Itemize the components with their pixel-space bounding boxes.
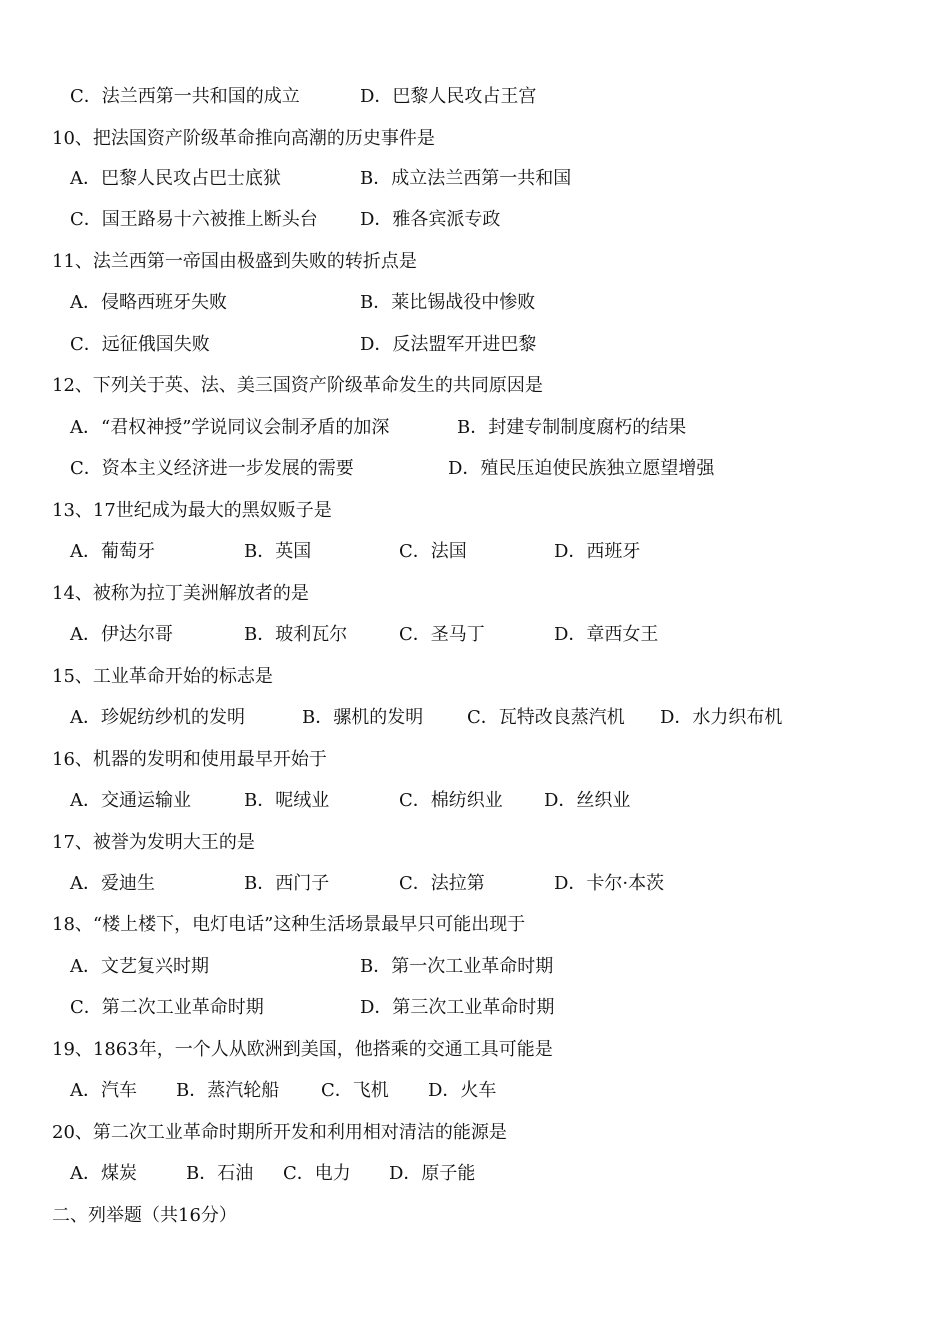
answer-option: B．第一次工业革命时期 xyxy=(360,956,554,977)
question-stem: 19、1863年，一个人从欧洲到美国，他搭乘的交通工具可能是 xyxy=(52,1039,553,1060)
question-stem: 16、机器的发明和使用最早开始于 xyxy=(52,749,327,770)
answer-option: B．蒸汽轮船 xyxy=(176,1080,280,1101)
answer-option: A．巴黎人民攻占巴士底狱 xyxy=(70,168,281,189)
option-row xyxy=(0,289,950,317)
question-stem: 14、被称为拉丁美洲解放者的是 xyxy=(52,583,309,604)
question-stem: 20、第二次工业革命时期所开发和利用相对清洁的能源是 xyxy=(52,1122,507,1143)
answer-option: A．煤炭 xyxy=(70,1163,137,1184)
answer-option: A．汽车 xyxy=(70,1080,137,1101)
answer-option: A．伊达尔哥 xyxy=(70,624,173,645)
question-stem: 15、工业革命开始的标志是 xyxy=(52,666,273,687)
answer-option: B．莱比锡战役中惨败 xyxy=(360,292,536,313)
answer-option: D．殖民压迫使民族独立愿望增强 xyxy=(448,458,715,479)
answer-option: D．火车 xyxy=(428,1080,497,1101)
answer-option: B．玻利瓦尔 xyxy=(244,624,348,645)
option-row xyxy=(0,414,950,442)
question-stem: 13、17世纪成为最大的黑奴贩子是 xyxy=(52,500,332,521)
answer-option: C．法拉第 xyxy=(399,873,485,894)
answer-option: A．葡萄牙 xyxy=(70,541,155,562)
answer-option: A．珍妮纺纱机的发明 xyxy=(70,707,245,728)
answer-option: B．西门子 xyxy=(244,873,330,894)
answer-option: C．圣马丁 xyxy=(399,624,485,645)
option-row xyxy=(0,455,950,483)
section-heading: 二、列举题（共16分） xyxy=(52,1205,237,1226)
answer-option: D．水力织布机 xyxy=(660,707,783,728)
answer-option: B．石油 xyxy=(186,1163,254,1184)
answer-option: D．丝织业 xyxy=(544,790,631,811)
answer-option: C．瓦特改良蒸汽机 xyxy=(467,707,625,728)
answer-option: C．第二次工业革命时期 xyxy=(70,997,264,1018)
answer-option: D．第三次工业革命时期 xyxy=(360,997,555,1018)
answer-option: D．反法盟军开进巴黎 xyxy=(360,334,537,355)
option-row xyxy=(0,994,950,1022)
answer-option: B．英国 xyxy=(244,541,312,562)
answer-option: C．电力 xyxy=(283,1163,351,1184)
option-row xyxy=(0,953,950,981)
option-row xyxy=(0,206,950,234)
question-stem: 10、把法国资产阶级革命推向高潮的历史事件是 xyxy=(52,128,435,149)
answer-option: B．成立法兰西第一共和国 xyxy=(360,168,572,189)
answer-option: C．国王路易十六被推上断头台 xyxy=(70,209,318,230)
option-row xyxy=(0,331,950,359)
answer-option: C．远征俄国失败 xyxy=(70,334,210,355)
answer-option: D．章西女王 xyxy=(554,624,659,645)
option-row xyxy=(0,1077,950,1105)
answer-option: D．巴黎人民攻占王宫 xyxy=(360,86,537,107)
option-row xyxy=(0,1160,950,1188)
answer-option: C．法国 xyxy=(399,541,467,562)
answer-option: D．西班牙 xyxy=(554,541,641,562)
answer-option: A．交通运输业 xyxy=(70,790,191,811)
answer-option: B．封建专制制度腐朽的结果 xyxy=(457,417,687,438)
answer-option: D．卡尔·本茨 xyxy=(554,873,665,894)
answer-option: A．侵略西班牙失败 xyxy=(70,292,227,313)
option-row xyxy=(0,870,950,898)
answer-option: C．棉纺织业 xyxy=(399,790,503,811)
question-stem: 12、下列关于英、法、美三国资产阶级革命发生的共同原因是 xyxy=(52,375,543,396)
answer-option: B．骡机的发明 xyxy=(302,707,424,728)
answer-option: A．文艺复兴时期 xyxy=(70,956,209,977)
question-stem: 17、被誉为发明大王的是 xyxy=(52,832,255,853)
answer-option: D．雅各宾派专政 xyxy=(360,209,501,230)
option-row xyxy=(0,787,950,815)
question-stem: 11、法兰西第一帝国由极盛到失败的转折点是 xyxy=(52,251,417,272)
option-row xyxy=(0,538,950,566)
answer-option: C．资本主义经济进一步发展的需要 xyxy=(70,458,354,479)
question-stem: 18、“楼上楼下，电灯电话”这种生活场景最早只可能出现于 xyxy=(52,914,526,935)
answer-option: A．爱迪生 xyxy=(70,873,155,894)
option-row xyxy=(0,621,950,649)
answer-option: C．法兰西第一共和国的成立 xyxy=(70,86,300,107)
option-row xyxy=(0,704,950,732)
option-row xyxy=(0,165,950,193)
answer-option: D．原子能 xyxy=(389,1163,476,1184)
answer-option: C．飞机 xyxy=(321,1080,389,1101)
option-row xyxy=(0,83,950,111)
answer-option: B．呢绒业 xyxy=(244,790,330,811)
answer-option: A．“君权神授”学说同议会制矛盾的加深 xyxy=(70,417,390,438)
